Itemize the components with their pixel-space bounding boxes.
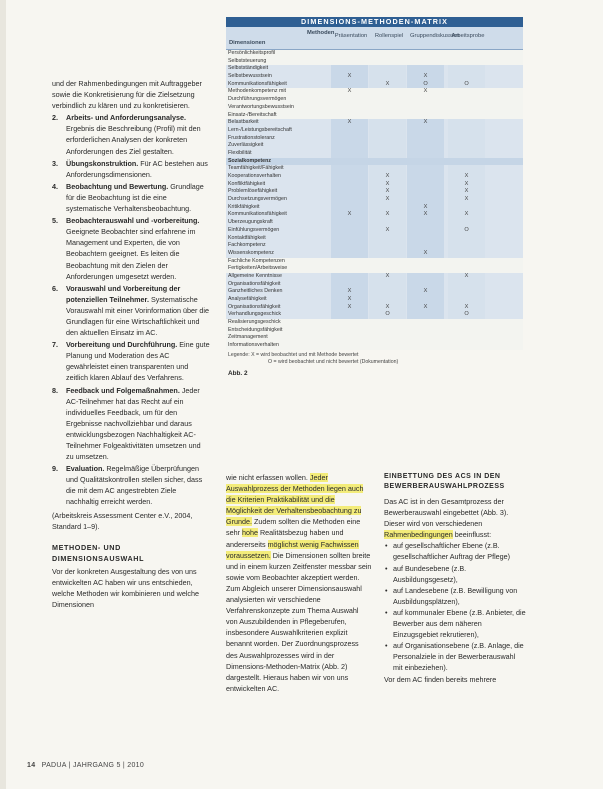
matrix-cell (448, 135, 485, 143)
item-heading: Übungskonstruktion. (66, 158, 139, 168)
matrix-cell (407, 135, 444, 143)
matrix-legend (226, 352, 523, 366)
matrix-row (226, 204, 523, 212)
matrix-row (226, 273, 523, 281)
matrix-cell (331, 127, 368, 135)
matrix-cell (369, 127, 406, 135)
matrix-cell (331, 242, 368, 250)
page-footer (27, 762, 144, 769)
matrix-mark: X (385, 180, 390, 187)
matrix-row (226, 88, 523, 96)
matrix-cell (369, 281, 406, 289)
matrix-mark: X (347, 119, 352, 126)
legend-line: O = wird beobachtet und nicht bewertet (Dokumentation) (268, 358, 399, 365)
matrix-row-label: Fachliche Kompetenzen (228, 257, 285, 264)
item-heading: Beobachtung und Bewertung. (66, 181, 169, 191)
matrix-row (226, 334, 523, 342)
matrix-cell (331, 165, 368, 173)
section-heading: METHODEN- UND DIMENSIONSAUSWAHL (52, 542, 145, 563)
item-text: Jeder AC-Teilnehmer hat das Recht auf ein individuelles Feedback, um für den Ergebnisse nachvollziehbar und daraus entwicklungsbezogen Nachhaltigkeit AC-Teilnehmer Folgeaktivitäten umsetzen und zu umsetzen. (66, 385, 201, 462)
matrix-cell (331, 273, 368, 281)
dimensions-methods-matrix (226, 17, 523, 377)
matrix-row-label: Belastbarkeit (228, 119, 259, 126)
matrix-mark: X (347, 73, 352, 80)
matrix-cell (331, 65, 368, 73)
matrix-row (226, 81, 523, 89)
matrix-row-label: Flexibilität (228, 149, 252, 156)
matrix-row (226, 342, 523, 350)
matrix-row (226, 196, 523, 204)
matrix-cell (369, 142, 406, 150)
matrix-row (226, 304, 523, 312)
matrix-mark: O (464, 311, 469, 318)
matrix-cell (369, 296, 406, 304)
matrix-cell (369, 235, 406, 243)
bullet-list (384, 540, 526, 673)
matrix-row (226, 158, 523, 166)
matrix-cell (407, 227, 444, 235)
matrix-row-label: Frustrationstoleranz (228, 134, 275, 141)
matrix-row-label: Selbststeuerung (228, 57, 267, 64)
matrix-mark: O (464, 226, 469, 233)
matrix-mark: X (423, 203, 428, 210)
matrix-row-label: Allgemeine Kenntnisse (228, 272, 282, 279)
text-run: Zudem sollten die Methoden eine sehr (226, 517, 361, 538)
matrix-mark: X (464, 196, 469, 203)
matrix-row-label: Fachkompetenz (228, 242, 266, 249)
matrix-mark: O (385, 311, 390, 318)
matrix-row-label: Fertigkeiten/Arbeitsweise (228, 265, 288, 272)
matrix-mark: X (385, 173, 390, 179)
matrix-mark: X (347, 88, 352, 95)
matrix-cell (331, 204, 368, 212)
matrix-row (226, 135, 523, 143)
matrix-cell (331, 281, 368, 289)
matrix-cell (331, 181, 368, 189)
matrix-cell (407, 311, 444, 319)
matrix-mark: O (464, 80, 469, 87)
legend-line: Legende: X = wird beobachtet und mit Methode bewertet (228, 351, 359, 358)
bullet-item: • auf Landesebene (z.B. Bewilligung von Ausbildungsplätzen), (384, 585, 526, 607)
matrix-cell (448, 119, 485, 127)
matrix-row (226, 104, 523, 112)
matrix-cell (407, 142, 444, 150)
matrix-mark: X (385, 303, 390, 310)
matrix-row-label: Ganzheitliches Denken (228, 288, 283, 295)
matrix-cell (331, 150, 368, 158)
matrix-mark: X (347, 296, 352, 302)
numbered-item (52, 181, 210, 214)
highlighted-text: Jeder Auswahlprozess der Methoden liegen auch die Kriterien Praktikabilität und die Möglichkeit der Verhaltensbeobachtung zu Grunde. (226, 473, 364, 527)
matrix-row-label: Entscheidungsfähigkeit (228, 326, 283, 333)
matrix-row (226, 242, 523, 250)
matrix-cell (331, 311, 368, 319)
matrix-cell (369, 150, 406, 158)
matrix-cell (448, 242, 485, 250)
matrix-row-label: Methodenkompetenz mit (228, 88, 287, 95)
figure-caption: Abb. 2 (228, 369, 248, 377)
matrix-row-label: Zuverlässigkeit (228, 142, 264, 149)
matrix-cell (369, 65, 406, 73)
matrix-mark: X (385, 188, 390, 195)
right-closing: Vor dem AC finden bereits mehrere (384, 674, 497, 684)
matrix-row-label: Lern-/Leistungsbereitschaft (228, 126, 292, 133)
bullet-item: • auf gesellschaftlicher Ebene (z.B. gesellschaftlicher Auftrag der Pflege) (384, 540, 526, 562)
highlighted-text: hohe (241, 528, 258, 538)
matrix-row (226, 250, 523, 258)
matrix-cell (369, 119, 406, 127)
matrix-cell (331, 188, 368, 196)
matrix-cell (448, 235, 485, 243)
matrix-row (226, 142, 523, 150)
item-text: Eine gute Planung und Moderation des AC gewährleistet einen transparenten und zeitlich klaren Ablauf des Verfahrens. (66, 340, 210, 383)
item-number: 7. (52, 340, 58, 350)
matrix-row-label: Teamfähigkeit/Fähigkeit (228, 165, 284, 172)
numbered-item (52, 339, 210, 383)
numbered-item (52, 385, 210, 463)
matrix-cell (448, 165, 485, 173)
matrix-mark: X (423, 88, 428, 95)
matrix-mark: X (385, 226, 390, 233)
matrix-cell (369, 242, 406, 250)
matrix-row-label: Analysefähigkeit (228, 296, 267, 302)
matrix-row (226, 58, 523, 66)
matrix-cell (369, 250, 406, 258)
numbered-item (52, 112, 210, 156)
matrix-cell (369, 135, 406, 143)
matrix-body (226, 50, 523, 350)
matrix-row-label: Informationsverhalten (228, 342, 279, 349)
matrix-cell (407, 173, 444, 181)
item-heading: Arbeits- und Anforderungsanalyse. (66, 113, 186, 123)
text-run: beeinflusst: (452, 530, 492, 540)
text-run: Realitätsbezug haben und andererseits (226, 528, 344, 549)
matrix-row (226, 181, 523, 189)
item-heading: Vorbereitung und Durchführung. (66, 340, 178, 350)
matrix-mark: X (347, 211, 352, 218)
matrix-cell (331, 135, 368, 143)
numbered-item (52, 215, 210, 282)
right-intro (384, 496, 526, 540)
matrix-cell (448, 142, 485, 150)
matrix-mark: X (464, 211, 469, 218)
bullet-item: • auf Bundesebene (z.B. Ausbildungsgesetz), (384, 563, 526, 585)
numbered-item (52, 283, 210, 338)
matrix-row-label: Selbstständigkeit (228, 65, 269, 72)
matrix-column-header: Rollenspiel (374, 33, 404, 39)
matrix-column-header: Arbeitsprobe (451, 33, 485, 39)
matrix-cell (407, 296, 444, 304)
left-intro: und der Rahmenbedingungen mit Auftraggeber sowie die Konkretisierung für die Zielsetzung verbindlich zu klären und zu konkretisieren. (52, 79, 202, 111)
matrix-row-label: Einsatz-/Bereitschaft (228, 111, 277, 118)
matrix-title: DIMENSIONS-METHODEN-MATRIX (226, 17, 523, 27)
right-heading: EINBETTUNG DES ACS IN DEN BEWERBERAUSWAHLPROZESS (384, 473, 505, 490)
matrix-cell (448, 127, 485, 135)
matrix-row (226, 127, 523, 135)
matrix-row (226, 173, 523, 181)
matrix-row-label: Problemlösefähigkeit (228, 188, 278, 195)
matrix-header (226, 27, 523, 50)
item-number: 9. (52, 464, 58, 474)
matrix-mark: O (423, 80, 428, 87)
bullet-item: • auf kommunaler Ebene (z.B. Anbieter, die Bewerber aus dem näheren Einzugsgebiet rekrutieren), (384, 607, 526, 640)
matrix-cell (448, 150, 485, 158)
numbered-item (52, 158, 210, 180)
matrix-cell (448, 250, 485, 258)
item-number: 3. (52, 158, 58, 168)
matrix-row (226, 235, 523, 243)
matrix-cell (369, 73, 406, 81)
matrix-mark: X (385, 272, 390, 279)
matrix-mark: X (423, 119, 428, 126)
item-text: Systematische Vorauswahl mit einer Vorinformation über die Grundlagen für eine Wirtschaftlichkeit und den aktuellen Einsatz im AC. (66, 294, 210, 338)
item-heading: Evaluation. (66, 464, 105, 474)
matrix-column-header: Präsentation (334, 33, 368, 39)
matrix-cell (448, 296, 485, 304)
matrix-cell (448, 73, 485, 81)
text-run: Die Dimensionen sollten breite und in einem kurzen Zeitfenster messbar sein sowie vom Beobachter akzeptiert werden. Zum Abgleich unserer Dimensionsauswahl analysierten wir verschiedene Verfahrenskonzepte zum Thema Auswahl von Auszubildenden in Pflegeberufen, insbesondere Auswahlkriterien explizit benannt worden. Der Zuordnungsprozess des Auswahlprozesses wird in der Dimensions-Methoden-Matrix (Abb. 2) dargestellt. Hieraus haben wir von uns entwickelten AC. (226, 550, 372, 693)
matrix-row-label: Kontaktfähigkeit (228, 234, 266, 241)
matrix-row-label: Konfliktfähigkeit (228, 180, 266, 187)
item-text: Ergebnis die Beschreibung (Profil) mit den erforderlichen Analysen der konkreten Anforderungen des Ziel gestalten. (66, 124, 201, 156)
section-paragraph: Vor der konkreten Ausgestaltung des von uns entwickelten AC haben wir uns entschieden, welche Methoden wir kombinieren und welche Dimensionen (52, 566, 200, 610)
matrix-mark: X (347, 303, 352, 310)
matrix-row (226, 119, 523, 127)
matrix-row (226, 296, 523, 304)
matrix-cell (407, 165, 444, 173)
matrix-row-label: Kommunikationsfähigkeit (228, 80, 287, 87)
matrix-row-label: Einfühlungsvermögen (228, 226, 280, 233)
left-column (52, 78, 210, 610)
journal-name: PADUA | JAHRGANG 5 | 2010 (41, 762, 145, 769)
matrix-mark: X (464, 180, 469, 187)
matrix-row (226, 311, 523, 319)
bullet-item: • auf Organisationsebene (z.B. Anlage, die Personalziele in der Bewerberauswahl mit einbeziehen). (384, 640, 526, 673)
matrix-mark: X (385, 80, 390, 87)
matrix-row-label: Zeitmanagement (228, 334, 268, 341)
matrix-row-label: Durchsetzungsvermögen (228, 196, 287, 203)
matrix-cell (448, 281, 485, 289)
matrix-row (226, 188, 523, 196)
matrix-row (226, 327, 523, 335)
matrix-row-label: Persönlichkeitsprofil (228, 50, 276, 56)
matrix-cell (369, 165, 406, 173)
matrix-mark: X (423, 73, 428, 80)
matrix-cell (407, 273, 444, 281)
matrix-cell (407, 188, 444, 196)
matrix-row-label: Realisierungsgeschick (228, 319, 281, 326)
matrix-cell (369, 288, 406, 296)
matrix-row-label: Organisationsfähigkeit (228, 280, 281, 287)
matrix-row (226, 65, 523, 73)
text-run: wie nicht erfassen wollen. (226, 473, 310, 482)
matrix-cell (407, 242, 444, 250)
matrix-cell (448, 204, 485, 212)
text-run: Das AC ist in den Gesamtprozess der Bewerberauswahl eingebettet (Abb. 3). Dieser wird von verschiedenen (384, 497, 509, 529)
matrix-cell (369, 204, 406, 212)
matrix-mark: X (347, 288, 352, 295)
item-text: Grundlage für die Beobachtung ist die eine systematische Verhaltensbeobachtung. (66, 181, 204, 214)
matrix-row (226, 150, 523, 158)
item-text: Geeignete Beobachter sind erfahrene im Management und Experten, die von Beobachtern geeignet. Es leiten die Beobachtung mit den Zielen der Anforderungen umgesetzt werden. (66, 227, 196, 281)
matrix-cell (407, 235, 444, 243)
matrix-row (226, 50, 523, 58)
matrix-cell (407, 219, 444, 227)
highlighted-text: möglichst wenig Fachwissen voraussetzen. (226, 539, 359, 560)
matrix-row-label: Kooperationsverhalten (228, 173, 282, 179)
item-number: 6. (52, 283, 58, 293)
matrix-mark: X (464, 303, 469, 310)
matrix-row (226, 219, 523, 227)
matrix-cell (407, 196, 444, 204)
matrix-row (226, 73, 523, 81)
matrix-row-label: Verantwortungsbewusstsein (228, 103, 294, 110)
matrix-row (226, 211, 523, 219)
item-heading: Vorauswahl und Vorbereitung der potenziellen Teilnehmer. (66, 283, 181, 304)
matrix-cell (331, 219, 368, 227)
citation: (Arbeitskreis Assessment Center e.V., 2004, Standard 1–9). (52, 510, 193, 531)
matrix-cell (331, 227, 368, 235)
matrix-cell (331, 235, 368, 243)
middle-paragraph (226, 472, 372, 694)
matrix-row (226, 96, 523, 104)
matrix-cell (407, 150, 444, 158)
matrix-cell (407, 65, 444, 73)
matrix-cell (407, 181, 444, 189)
matrix-column-header: Gruppendiskussion (410, 33, 460, 39)
matrix-row-label: Kritikfähigkeit (228, 203, 260, 210)
matrix-cell (331, 196, 368, 204)
page-number: 14 (27, 762, 36, 769)
matrix-mark: X (423, 288, 428, 295)
item-text: Regelmäßige Überprüfungen und Qualitätskontrollen stellen sicher, dass die mit dem AC angestrebten Ziele nachhaltig erreicht werden. (66, 464, 203, 507)
item-number: 8. (52, 385, 58, 395)
matrix-row-label: Kommunikationsfähigkeit (228, 211, 287, 218)
matrix-cell (407, 127, 444, 135)
matrix-mark: X (464, 173, 469, 179)
item-heading: Feedback und Folgemaßnahmen. (66, 385, 180, 395)
matrix-row (226, 112, 523, 120)
matrix-row (226, 319, 523, 327)
matrix-cell (369, 219, 406, 227)
matrix-cell (448, 219, 485, 227)
matrix-row (226, 258, 523, 266)
matrix-cell (448, 288, 485, 296)
highlighted-text: Rahmenbedingungen (384, 530, 453, 540)
matrix-row-label: Überzeugungskraft (228, 219, 273, 226)
matrix-row-label: Sozialkompetenz (228, 157, 271, 164)
item-heading: Beobachterauswahl und -vorbereitung. (66, 216, 200, 226)
matrix-row (226, 288, 523, 296)
matrix-mark: X (385, 196, 390, 203)
matrix-row-label: Selbstbewusstsein (228, 73, 272, 80)
matrix-mark: X (423, 303, 428, 310)
numbered-item (52, 463, 210, 507)
numbered-list (52, 112, 210, 507)
matrix-cell (407, 281, 444, 289)
matrix-row-label: Organisationsfähigkeit (228, 303, 281, 310)
matrix-mark: X (423, 249, 428, 256)
item-number: 2. (52, 113, 58, 123)
matrix-cell (448, 65, 485, 73)
matrix-cell (331, 142, 368, 150)
matrix-mark: X (464, 188, 469, 195)
matrix-row-label: Durchführungsvermögen (228, 96, 287, 103)
matrix-row-label: Verhandlungsgeschick (228, 311, 282, 318)
matrix-row (226, 281, 523, 289)
scan-edge (0, 0, 6, 789)
right-column (384, 472, 526, 685)
matrix-mark: X (385, 211, 390, 218)
dimensions-label: Dimensionen (229, 40, 266, 46)
item-number: 4. (52, 181, 58, 191)
item-text: Für AC bestehen aus Anforderungsdimensionen. (66, 158, 208, 179)
matrix-row (226, 265, 523, 273)
matrix-cell (331, 250, 368, 258)
matrix-cell (331, 81, 368, 89)
matrix-row-label: Wissenskompetenz (228, 249, 274, 256)
middle-column (226, 472, 372, 694)
matrix-cell (331, 173, 368, 181)
methods-label: Methoden (307, 30, 335, 36)
item-number: 5. (52, 216, 58, 226)
matrix-row (226, 165, 523, 173)
matrix-mark: X (423, 211, 428, 218)
matrix-row (226, 227, 523, 235)
matrix-mark: X (464, 272, 469, 279)
